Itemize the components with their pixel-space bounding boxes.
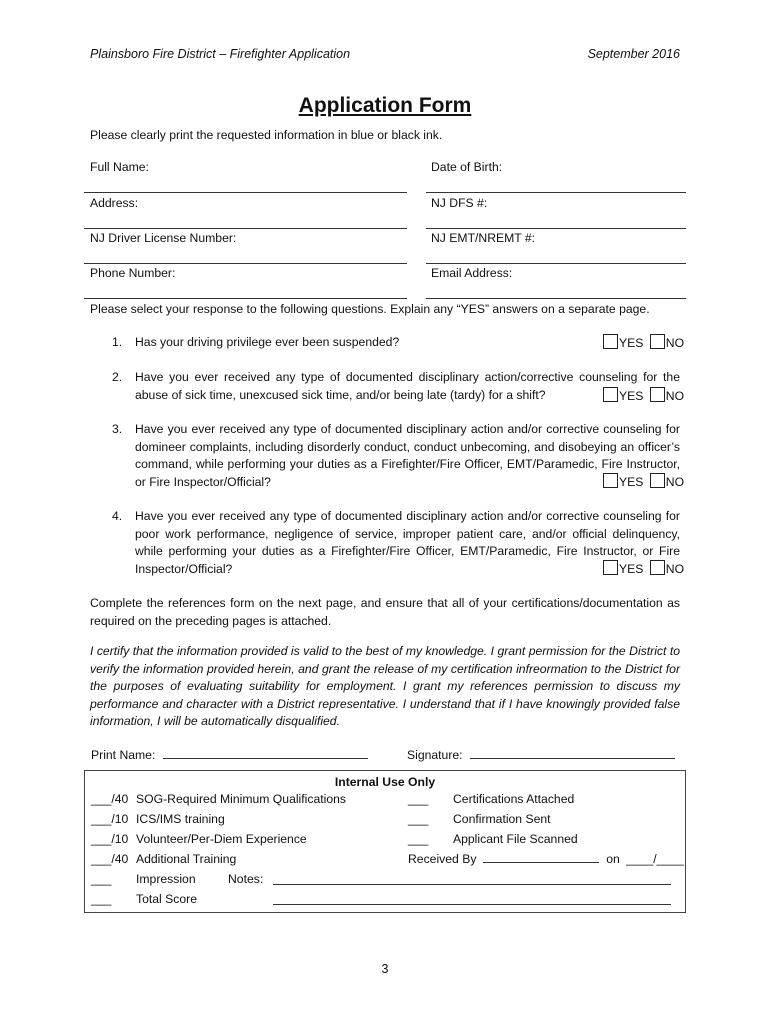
no-label: NO	[665, 475, 685, 489]
q2-response	[599, 387, 693, 403]
q4-no-checkbox[interactable]	[650, 560, 665, 575]
score-label: Volunteer/Per-Diem Experience	[136, 832, 307, 846]
q2-no-checkbox[interactable]	[650, 387, 665, 402]
full-name-input-line[interactable]	[84, 192, 407, 193]
yes-label: YES	[619, 562, 644, 576]
internal-use-title: Internal Use Only	[334, 775, 436, 789]
question-2	[112, 369, 680, 404]
driver-license-input-line[interactable]	[84, 263, 407, 264]
question-number: 1.	[112, 335, 123, 349]
score-label: ICS/IMS training	[136, 812, 225, 826]
yes-label: YES	[619, 475, 644, 489]
notes-input-line-1[interactable]	[273, 884, 671, 885]
score-blank[interactable]: ___/40	[91, 852, 129, 866]
score-label: Total Score	[136, 892, 197, 906]
score-label: SOG-Required Minimum Qualifications	[136, 792, 346, 806]
score-blank[interactable]: ___/10	[91, 812, 129, 826]
q1-response	[603, 334, 693, 350]
print-name-input-line[interactable]	[163, 747, 368, 759]
instructions: Please clearly print the requested information in blue or black ink.	[90, 128, 443, 142]
q3-yes-checkbox[interactable]	[603, 473, 618, 488]
yes-label: YES	[619, 389, 644, 403]
phone-label: Phone Number:	[90, 266, 176, 280]
question-number: 2.	[112, 370, 123, 384]
q4-response	[599, 560, 693, 576]
internal-use-box	[84, 770, 686, 913]
address-label: Address:	[90, 196, 139, 210]
page-title: Application Form	[298, 94, 472, 117]
header-date: September 2016	[587, 47, 680, 61]
question-number: 3.	[112, 422, 123, 436]
signature-label: Signature:	[407, 748, 463, 762]
email-label: Email Address:	[431, 266, 513, 280]
score-blank[interactable]: ___/10	[91, 832, 129, 846]
no-label: NO	[665, 389, 685, 403]
references-paragraph: Complete the references form on the next page, and ensure that all of your certifications/documentation as required on the preceding pages is attached.	[90, 596, 680, 628]
question-number: 4.	[112, 509, 123, 523]
print-name-label: Print Name:	[91, 748, 156, 762]
signature-row	[407, 747, 675, 762]
emt-label: NJ EMT/NREMT #:	[431, 231, 536, 245]
question-1	[112, 334, 680, 352]
q3-no-checkbox[interactable]	[650, 473, 665, 488]
question-text: Has your driving privilege ever been suspended?	[135, 335, 400, 349]
address-input-line[interactable]	[84, 228, 407, 229]
score-label: Additional Training	[136, 852, 237, 866]
question-text: Have you ever received any type of documented disciplinary action/corrective counseling for the abuse of sick time, unexcused sick time, and/or being late (tardy) for a shift?	[135, 370, 680, 402]
score-blank[interactable]: ___	[91, 872, 112, 886]
driver-license-label: NJ Driver License Number:	[90, 231, 237, 245]
notes-input-line-2[interactable]	[273, 904, 671, 905]
nj-dfs-input-line[interactable]	[426, 228, 686, 229]
q1-yes-checkbox[interactable]	[603, 334, 618, 349]
page-number: 3	[381, 962, 389, 976]
date-blank[interactable]: ____/____	[626, 852, 684, 866]
check-label: Confirmation Sent	[453, 812, 551, 826]
score-blank[interactable]: ___/40	[91, 792, 129, 806]
check-blank[interactable]: ___	[408, 792, 429, 806]
yes-label: YES	[619, 336, 644, 350]
select-instructions: Please select your response to the following questions. Explain any “YES” answers on a separate page.	[90, 302, 650, 316]
emt-input-line[interactable]	[426, 263, 686, 264]
q3-response	[599, 473, 693, 489]
received-by-label: Received By	[408, 852, 477, 866]
check-label: Applicant File Scanned	[453, 832, 578, 846]
question-text: Have you ever received any type of documented disciplinary action and/or corrective counseling for poor work performance, negligence of service, improper patient care, and/or official delinquency, while performing your duties as a Firefighter/Fire Officer, EMT/Paramedic, Fire Instructor, or Fire Inspector/Official?	[135, 509, 680, 576]
check-blank[interactable]: ___	[408, 832, 429, 846]
on-label: on	[606, 852, 620, 866]
score-label: Impression	[136, 872, 196, 886]
received-by-input-line[interactable]	[483, 851, 599, 863]
no-label: NO	[665, 562, 685, 576]
dob-label: Date of Birth:	[431, 160, 503, 174]
email-input-line[interactable]	[426, 298, 686, 299]
phone-input-line[interactable]	[84, 298, 407, 299]
nj-dfs-label: NJ DFS #:	[431, 196, 488, 210]
q1-no-checkbox[interactable]	[650, 334, 665, 349]
question-4	[112, 508, 680, 578]
score-blank[interactable]: ___	[91, 892, 112, 906]
print-name-row	[91, 747, 368, 762]
question-text: Have you ever received any type of documented disciplinary action and/or corrective counseling for domineer complaints, including disorderly conduct, conduct unbecoming, and disobeying an officer’s command, while performing your duties as a Firefighter/Fire Officer, EMT/Paramedic, Fire Instructor, or Fire Inspector/Official?	[135, 422, 680, 489]
no-label: NO	[665, 336, 685, 350]
certification-paragraph: I certify that the information provided is valid to the best of my knowledge. I grant permission for the District to verify the information provided herein, and grant the release of my certification infreormation to the District for the purposes of evaluating suitability for employment. I grant my references permission to discuss my performance and character with a District representative. I understand that if I have knowingly provided false information, I will be automatically disqualified.	[90, 644, 680, 728]
question-3	[112, 421, 680, 491]
full-name-label: Full Name:	[90, 160, 149, 174]
notes-label: Notes:	[228, 872, 264, 886]
dob-input-line[interactable]	[426, 192, 686, 193]
check-label: Certifications Attached	[453, 792, 575, 806]
check-blank[interactable]: ___	[408, 812, 429, 826]
q2-yes-checkbox[interactable]	[603, 387, 618, 402]
q4-yes-checkbox[interactable]	[603, 560, 618, 575]
header-left: Plainsboro Fire District – Firefighter Application	[90, 47, 351, 61]
received-by-row	[408, 851, 684, 867]
signature-input-line[interactable]	[470, 747, 675, 759]
